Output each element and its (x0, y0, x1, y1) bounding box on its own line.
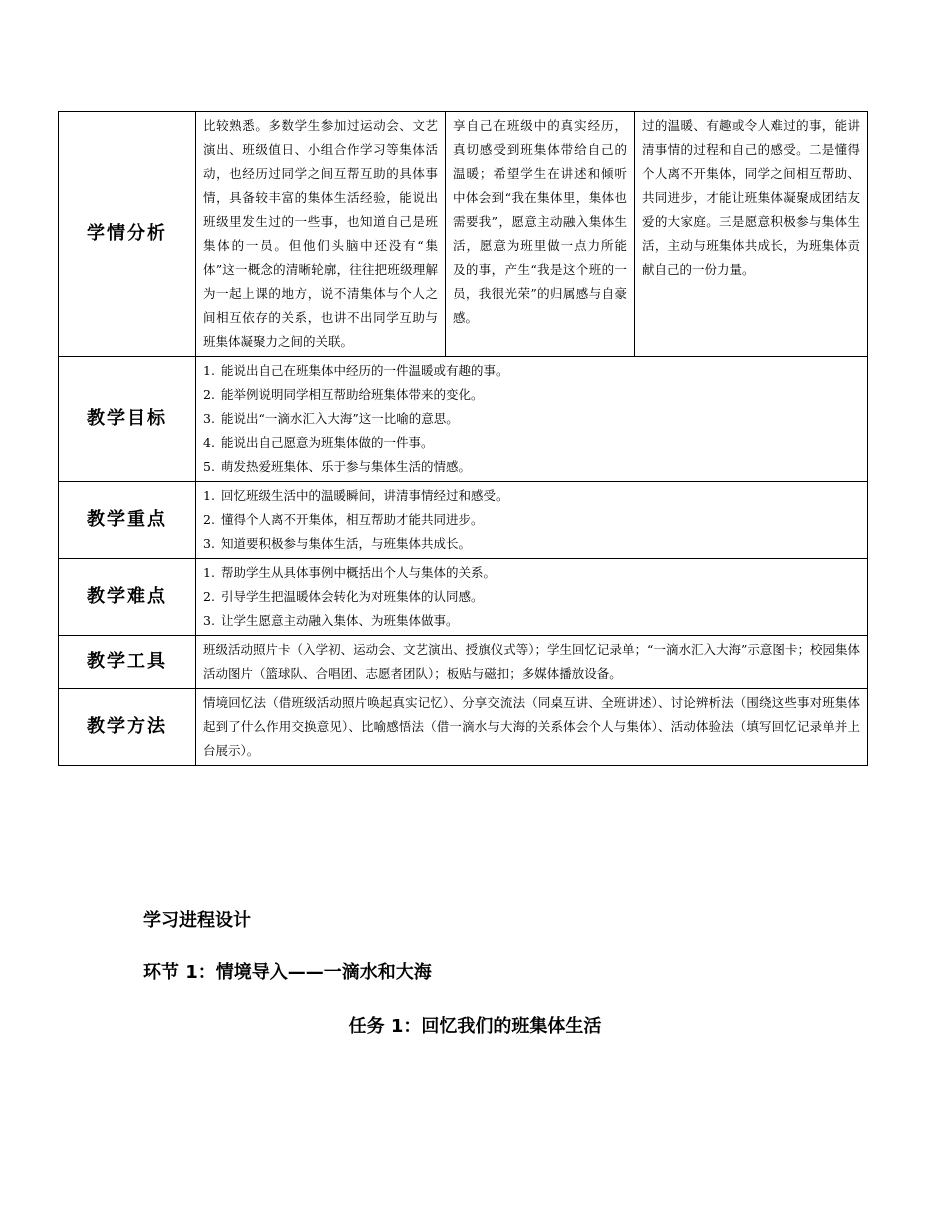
objectives-row (59, 357, 868, 482)
list-item: 1. 能说出自己在班集体中经历的一件温暖或有趣的事。 (203, 363, 509, 378)
task-heading: 任务 1：回忆我们的班集体生活 (348, 1016, 602, 1037)
methods-label: 教学方法 (59, 689, 196, 766)
difficulties-list (196, 559, 868, 636)
list-item: 1. 回忆班级生活中的温暖瞬间，讲清事情经过和感受。 (203, 488, 509, 503)
analysis-col3: 过的温暖、有趣或令人难过的事，能讲清事情的过程和自己的感受。二是懂得个人离不开集体，同学之间相互帮助、共同进步，才能让班集体凝聚成团结友爱的大家庭。三是愿意积极参与集体生活，主动与班集体共成长，为班集体贡献自己的一份力量。 (635, 112, 868, 357)
difficulties-label: 教学难点 (59, 559, 196, 636)
section-heading: 环节 1：情境导入——一滴水和大海 (143, 962, 432, 983)
list-item: 2. 懂得个人离不开集体，相互帮助才能共同进步。 (203, 512, 484, 527)
analysis-row (59, 112, 868, 357)
list-item: 2. 能举例说明同学相互帮助给班集体带来的变化。 (203, 387, 484, 402)
list-item: 1. 帮助学生从具体事例中概括出个人与集体的关系。 (203, 565, 497, 580)
objectives-label: 教学目标 (59, 357, 196, 482)
tools-label: 教学工具 (59, 636, 196, 689)
key-points-row (59, 482, 868, 559)
objectives-list (196, 357, 868, 482)
list-item: 5. 萌发热爱班集体、乐于参与集体生活的情感。 (203, 459, 472, 474)
list-item: 4. 能说出自己愿意为班集体做的一件事。 (203, 435, 434, 450)
list-item: 3. 能说出“一滴水汇入大海”这一比喻的意思。 (203, 411, 459, 426)
lesson-plan-table (58, 111, 868, 766)
analysis-col2: 享自己在班级中的真实经历，真切感受到班集体带给自己的温暖；希望学生在讲述和倾听中体会到“我在集体里，集体也需要我”，愿意主动融入集体生活，愿意为班里做一点力所能及的事，产生“我是这个班的一员，我很光荣”的归属感与自豪感。 (446, 112, 635, 357)
progress-heading: 学习进程设计 (143, 910, 251, 931)
analysis-label: 学情分析 (59, 112, 196, 357)
key-points-label: 教学重点 (59, 482, 196, 559)
list-item: 3. 让学生愿意主动融入集体、为班集体做事。 (203, 613, 459, 628)
analysis-col1: 比较熟悉。多数学生参加过运动会、文艺演出、班级值日、小组合作学习等集体活动，也经历过同学之间互帮互助的具体事情，具备较丰富的集体生活经验，能说出班级里发生过的一些事，也知道自己是班集体的一员。但他们头脑中还没有“集体”这一概念的清晰轮廓，往往把班级理解为一起上课的地方，说不清集体与个人之间相互依存的关系，也讲不出同学互助与班集体凝聚力之间的关联。 (196, 112, 446, 357)
tools-text: 班级活动照片卡（入学初、运动会、文艺演出、授旗仪式等）；学生回忆记录单；“一滴水汇入大海”示意图卡；校园集体活动图片（篮球队、合唱团、志愿者团队）；板贴与磁扣；多媒体播放设备。 (196, 636, 868, 689)
difficulties-row (59, 559, 868, 636)
tools-row (59, 636, 868, 689)
methods-text: 情境回忆法（借班级活动照片唤起真实记忆）、分享交流法（同桌互讲、全班讲述）、讨论辨析法（围绕这些事对班集体起到了什么作用交换意见）、比喻感悟法（借一滴水与大海的关系体会个人与集体）、活动体验法（填写回忆记录单并上台展示）。 (196, 689, 868, 766)
list-item: 3. 知道要积极参与集体生活，与班集体共成长。 (203, 536, 472, 551)
methods-row (59, 689, 868, 766)
key-points-list (196, 482, 868, 559)
list-item: 2. 引导学生把温暖体会转化为对班集体的认同感。 (203, 589, 484, 604)
